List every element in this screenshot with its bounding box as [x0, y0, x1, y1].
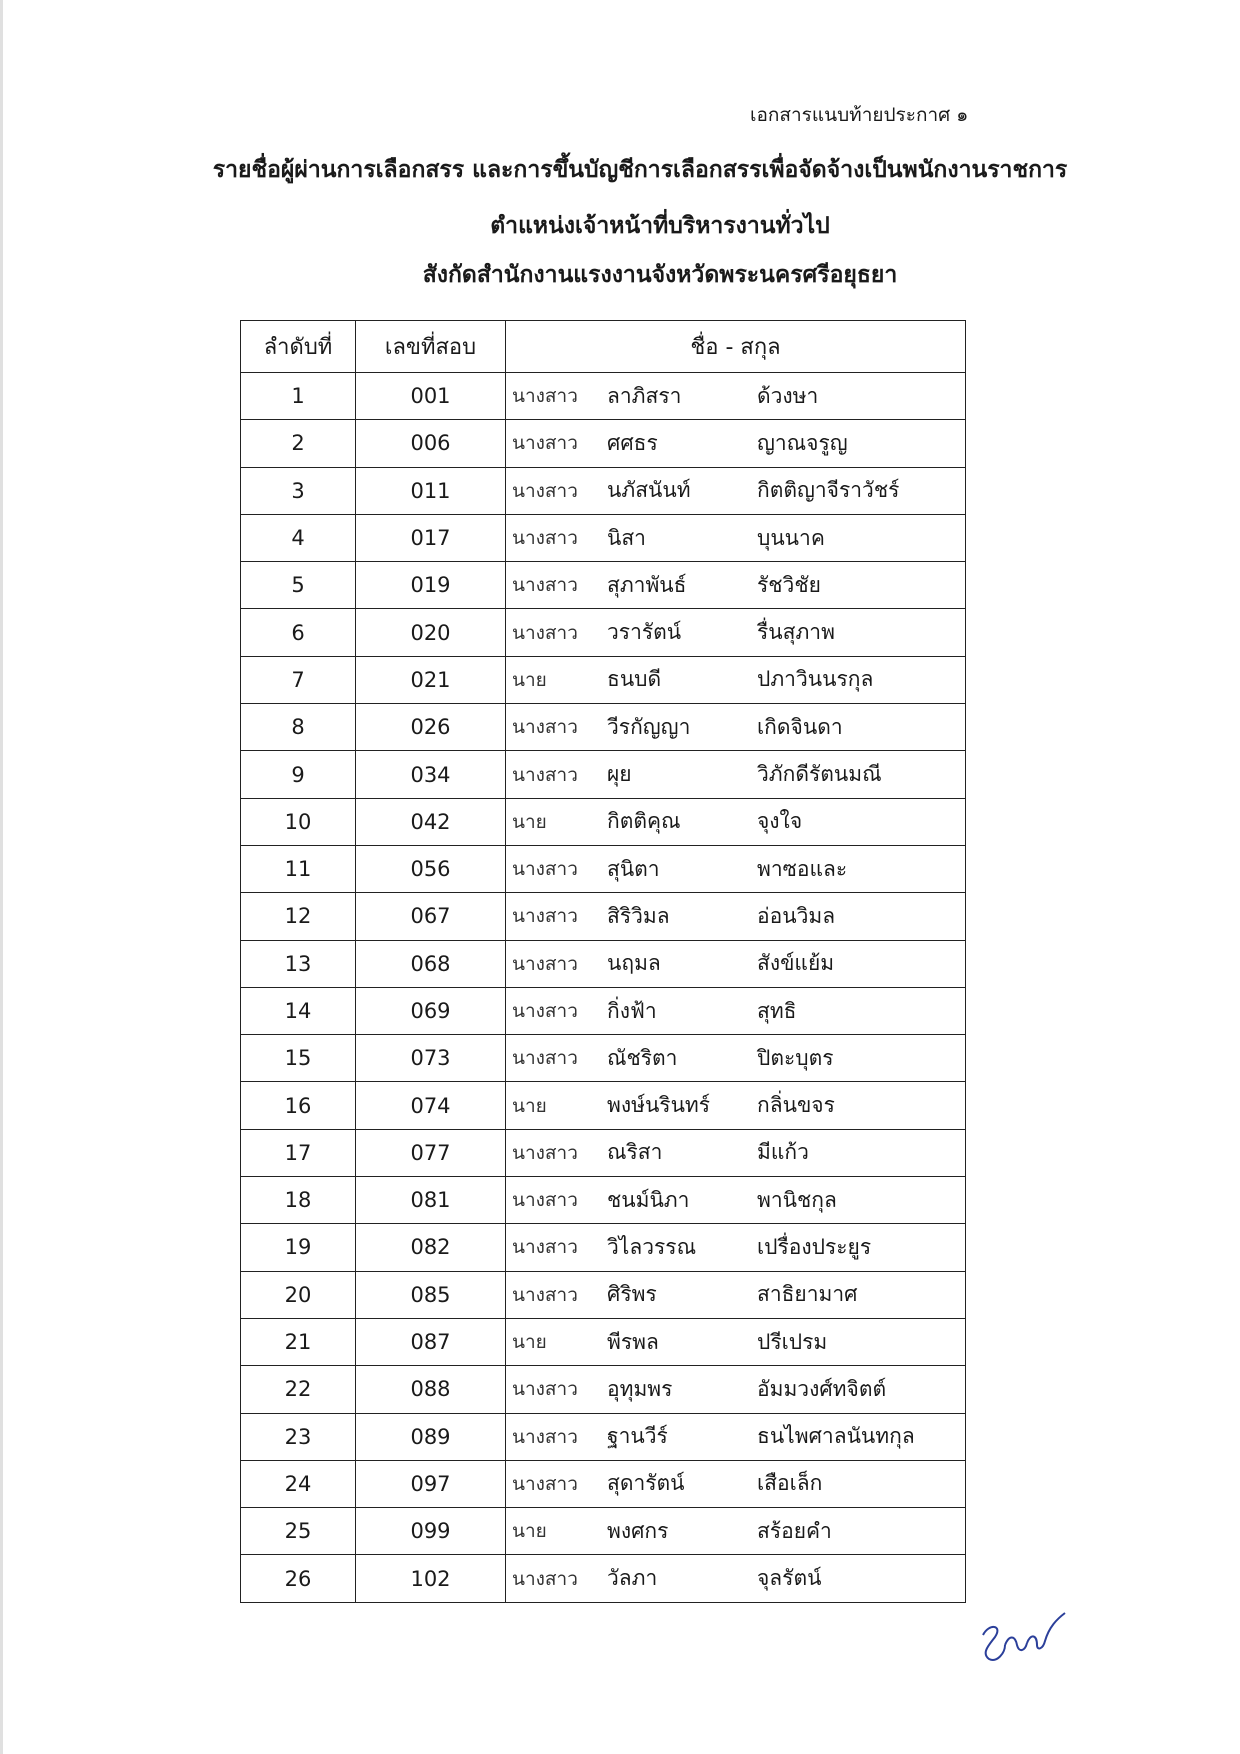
name-title: นางสาว: [512, 1283, 578, 1306]
name-title: นางสาว: [512, 1567, 578, 1590]
name-title: นางสาว: [512, 858, 578, 881]
exam-number-cell: 006: [356, 420, 506, 467]
candidate-table: [240, 320, 966, 1603]
agency-title: สังกัดสำนักงานแรงงานจังหวัดพระนครศรีอยุธยา: [422, 262, 898, 288]
table-row: [241, 845, 966, 892]
first-name: นฤมล: [607, 951, 661, 976]
exam-number-cell: 034: [356, 751, 506, 798]
full-name-cell: [506, 1318, 966, 1365]
last-name: เปรื่องประยูร: [757, 1234, 872, 1259]
table-row: [241, 751, 966, 798]
table-row: [241, 940, 966, 987]
full-name-cell: [506, 1082, 966, 1129]
first-name: กิตติคุณ: [607, 809, 681, 834]
name-title: นางสาว: [512, 527, 578, 550]
name-title: นางสาว: [512, 621, 578, 644]
full-name-cell: [506, 1508, 966, 1555]
last-name: มีแก้ว: [757, 1140, 809, 1165]
table-row: [241, 1413, 966, 1460]
full-name-cell: [506, 1413, 966, 1460]
seq-cell: 5: [241, 562, 356, 609]
name-title: นางสาว: [512, 905, 578, 928]
full-name-cell: [506, 704, 966, 751]
seq-cell: 18: [241, 1177, 356, 1224]
exam-number-cell: 068: [356, 940, 506, 987]
table-body: [241, 373, 966, 1603]
full-name-cell: [506, 1460, 966, 1507]
name-title: นาย: [512, 810, 547, 833]
table-row: [241, 1177, 966, 1224]
name-title: นางสาว: [512, 763, 578, 786]
attachment-label: เอกสารแนบท้ายประกาศ ๑: [750, 104, 969, 126]
last-name: ปิตะบุตร: [757, 1045, 834, 1070]
full-name-cell: [506, 1366, 966, 1413]
last-name: เกิดจินดา: [757, 714, 843, 739]
handwritten-initials: [975, 1605, 1070, 1665]
seq-cell: 21: [241, 1318, 356, 1365]
last-name: พาซอและ: [757, 856, 848, 881]
table-row: [241, 1318, 966, 1365]
first-name: ศิริพร: [607, 1282, 657, 1307]
seq-cell: 12: [241, 893, 356, 940]
exam-number-cell: 081: [356, 1177, 506, 1224]
first-name: พงศกร: [607, 1518, 669, 1543]
table-row: [241, 1271, 966, 1318]
exam-number-cell: 074: [356, 1082, 506, 1129]
first-name: ธนบดี: [607, 667, 662, 692]
table-row: [241, 514, 966, 561]
first-name: ฐานวีร์: [607, 1424, 668, 1449]
first-name: ชนม์นิภา: [607, 1187, 690, 1212]
full-name-cell: [506, 656, 966, 703]
table-row: [241, 1035, 966, 1082]
full-name-cell: [506, 420, 966, 467]
exam-number-cell: 056: [356, 845, 506, 892]
table-row: [241, 609, 966, 656]
name-title: นางสาว: [512, 385, 578, 408]
exam-number-cell: 017: [356, 514, 506, 561]
table-row: [241, 373, 966, 420]
last-name: ธนไพศาลนันทกุล: [757, 1424, 915, 1449]
last-name: กลิ่นขจร: [757, 1093, 835, 1118]
seq-cell: 17: [241, 1129, 356, 1176]
full-name-cell: [506, 467, 966, 514]
seq-cell: 8: [241, 704, 356, 751]
table-header-row: [241, 321, 966, 373]
last-name: รื่นสุภาพ: [757, 620, 835, 645]
exam-number-cell: 102: [356, 1555, 506, 1602]
table-row: [241, 1224, 966, 1271]
name-title: นาย: [512, 1331, 547, 1354]
name-title: นางสาว: [512, 1425, 578, 1448]
name-title: นางสาว: [512, 1472, 578, 1495]
last-name: อ่อนวิมล: [757, 903, 836, 928]
exam-number-cell: 077: [356, 1129, 506, 1176]
table-row: [241, 798, 966, 845]
last-name: สาธิยามาศ: [757, 1282, 858, 1307]
first-name: กิ่งฟ้า: [607, 998, 657, 1023]
seq-cell: 3: [241, 467, 356, 514]
first-name: ลาภิสรา: [607, 383, 682, 408]
exam-number-cell: 011: [356, 467, 506, 514]
name-title: นาย: [512, 668, 547, 691]
full-name-cell: [506, 1224, 966, 1271]
seq-cell: 16: [241, 1082, 356, 1129]
exam-number-cell: 067: [356, 893, 506, 940]
exam-number-cell: 042: [356, 798, 506, 845]
first-name: พีรพล: [607, 1329, 659, 1354]
exam-number-cell: 082: [356, 1224, 506, 1271]
seq-cell: 4: [241, 514, 356, 561]
table-row: [241, 1508, 966, 1555]
exam-number-cell: 073: [356, 1035, 506, 1082]
last-name: ปภาวินนรกุล: [757, 667, 874, 692]
name-title: นาย: [512, 1520, 547, 1543]
exam-number-cell: 089: [356, 1413, 506, 1460]
first-name: นภัสนันท์: [607, 478, 691, 503]
last-name: บุนนาค: [757, 525, 825, 550]
exam-number-cell: 099: [356, 1508, 506, 1555]
seq-cell: 10: [241, 798, 356, 845]
header-seq: ลำดับที่: [241, 321, 356, 373]
exam-number-cell: 026: [356, 704, 506, 751]
name-title: นางสาว: [512, 479, 578, 502]
seq-cell: 26: [241, 1555, 356, 1602]
exam-number-cell: 001: [356, 373, 506, 420]
full-name-cell: [506, 373, 966, 420]
full-name-cell: [506, 514, 966, 561]
table-row: [241, 656, 966, 703]
seq-cell: 23: [241, 1413, 356, 1460]
name-title: นาย: [512, 1094, 547, 1117]
last-name: รัชวิชัย: [757, 572, 821, 597]
table-row: [241, 704, 966, 751]
seq-cell: 20: [241, 1271, 356, 1318]
document-title: รายชื่อผู้ผ่านการเลือกสรร และการขึ้นบัญชีการเลือกสรรเพื่อจัดจ้างเป็นพนักงานราชการ: [212, 157, 1068, 183]
full-name-cell: [506, 798, 966, 845]
first-name: อุทุมพร: [607, 1376, 673, 1401]
last-name: สังข์แย้ม: [757, 951, 835, 976]
exam-number-cell: 085: [356, 1271, 506, 1318]
first-name: สุนิตา: [607, 856, 660, 881]
seq-cell: 13: [241, 940, 356, 987]
exam-number-cell: 088: [356, 1366, 506, 1413]
first-name: พงษ์นรินทร์: [607, 1093, 711, 1118]
full-name-cell: [506, 1035, 966, 1082]
full-name-cell: [506, 751, 966, 798]
seq-cell: 24: [241, 1460, 356, 1507]
name-title: นางสาว: [512, 1378, 578, 1401]
exam-number-cell: 069: [356, 987, 506, 1034]
last-name: ปรีเปรม: [757, 1329, 828, 1354]
exam-number-cell: 021: [356, 656, 506, 703]
header-full-name: ชื่อ - สกุล: [506, 321, 966, 373]
seq-cell: 14: [241, 987, 356, 1034]
first-name: วิไลวรรณ: [607, 1234, 697, 1259]
seq-cell: 1: [241, 373, 356, 420]
seq-cell: 9: [241, 751, 356, 798]
first-name: สุดารัตน์: [607, 1471, 685, 1496]
first-name: ณัชริตา: [607, 1045, 678, 1070]
header-exam-number: เลขที่สอบ: [356, 321, 506, 373]
position-title: ตำแหน่งเจ้าหน้าที่บริหารงานทั่วไป: [490, 213, 830, 239]
full-name-cell: [506, 845, 966, 892]
table-row: [241, 1460, 966, 1507]
name-title: นางสาว: [512, 1000, 578, 1022]
first-name: วรารัตน์: [607, 620, 682, 645]
full-name-cell: [506, 562, 966, 609]
name-title: นางสาว: [512, 952, 578, 975]
seq-cell: 6: [241, 609, 356, 656]
first-name: นิสา: [607, 525, 646, 550]
last-name: เสือเล็ก: [757, 1471, 823, 1496]
last-name: สุทธิ: [757, 998, 797, 1023]
table-row: [241, 420, 966, 467]
table-row: [241, 562, 966, 609]
first-name: วีรกัญญา: [607, 714, 691, 739]
name-title: นางสาว: [512, 1236, 578, 1259]
name-title: นางสาว: [512, 1141, 578, 1164]
last-name: อัมมวงศ์ทจิตต์: [757, 1376, 887, 1401]
first-name: ผุย: [607, 762, 632, 787]
full-name-cell: [506, 609, 966, 656]
seq-cell: 22: [241, 1366, 356, 1413]
table-row: [241, 987, 966, 1034]
first-name: สิริวิมล: [607, 903, 670, 928]
exam-number-cell: 087: [356, 1318, 506, 1365]
table-row: [241, 467, 966, 514]
last-name: จุงใจ: [757, 809, 803, 834]
name-title: นางสาว: [512, 432, 578, 455]
seq-cell: 25: [241, 1508, 356, 1555]
first-name: วัลภา: [607, 1566, 658, 1591]
exam-number-cell: 020: [356, 609, 506, 656]
last-name: ญาณจรูญ: [757, 430, 848, 455]
full-name-cell: [506, 1129, 966, 1176]
full-name-cell: [506, 893, 966, 940]
exam-number-cell: 019: [356, 562, 506, 609]
table-row: [241, 1366, 966, 1413]
name-title: นางสาว: [512, 1047, 578, 1070]
table-row: [241, 1129, 966, 1176]
first-name: สุภาพันธ์: [607, 572, 687, 597]
table-row: [241, 1082, 966, 1129]
last-name: กิตติญาจีราวัชร์: [757, 478, 900, 503]
table-row: [241, 893, 966, 940]
exam-number-cell: 097: [356, 1460, 506, 1507]
last-name: จุลรัตน์: [757, 1566, 822, 1591]
full-name-cell: [506, 987, 966, 1034]
first-name: ณริสา: [607, 1140, 663, 1165]
first-name: ศศธร: [607, 430, 658, 455]
last-name: พานิชกุล: [757, 1187, 837, 1212]
last-name: วิภักดีรัตนมณี: [757, 762, 882, 787]
last-name: สร้อยคำ: [757, 1518, 832, 1543]
full-name-cell: [506, 1555, 966, 1602]
seq-cell: 11: [241, 845, 356, 892]
seq-cell: 2: [241, 420, 356, 467]
seq-cell: 7: [241, 656, 356, 703]
name-title: นางสาว: [512, 1189, 578, 1212]
seq-cell: 19: [241, 1224, 356, 1271]
name-title: นางสาว: [512, 574, 578, 597]
seq-cell: 15: [241, 1035, 356, 1082]
full-name-cell: [506, 940, 966, 987]
full-name-cell: [506, 1177, 966, 1224]
name-title: นางสาว: [512, 716, 578, 739]
last-name: ด้วงษา: [757, 383, 819, 408]
table-row: [241, 1555, 966, 1602]
full-name-cell: [506, 1271, 966, 1318]
